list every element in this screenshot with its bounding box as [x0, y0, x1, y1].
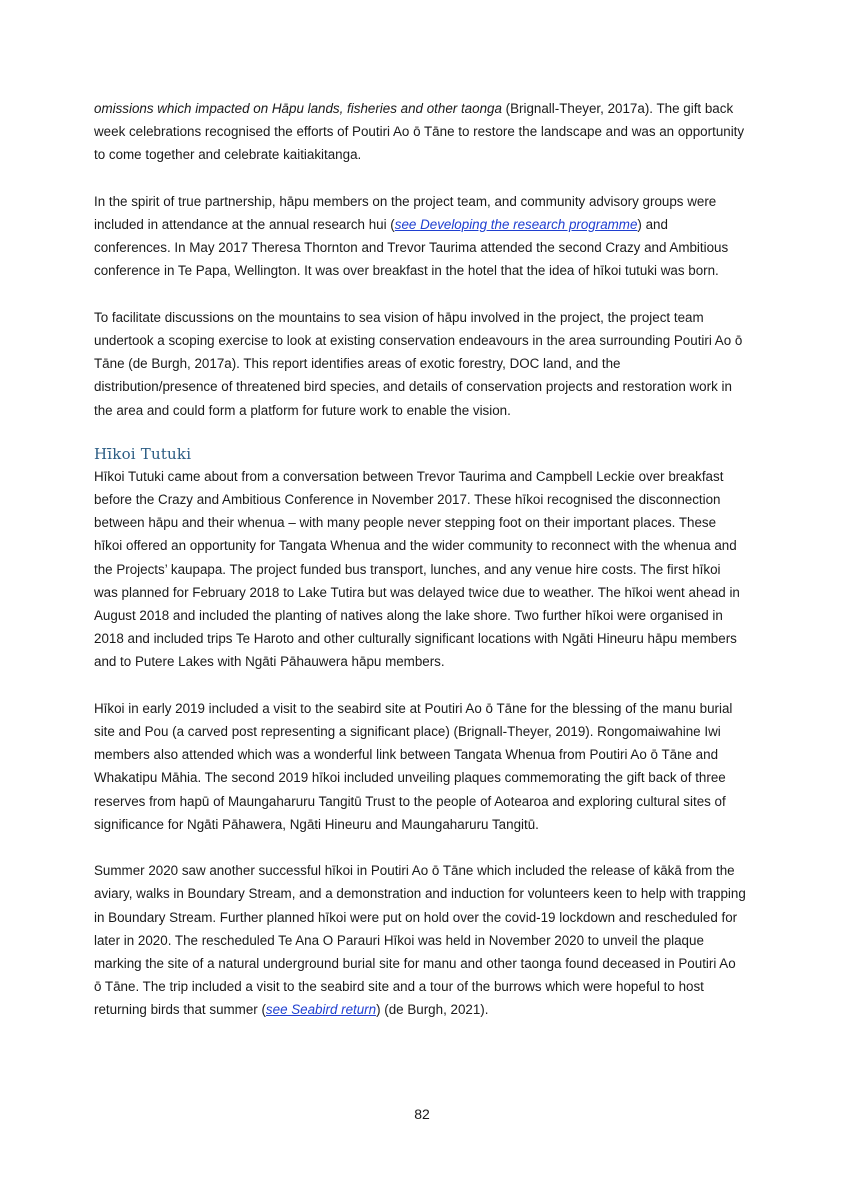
document-body [94, 97, 746, 1022]
page-number: 82 [414, 1106, 430, 1122]
paragraph-hikoi-origin: Hīkoi Tutuki came about from a conversation between Trevor Taurima and Campbell Leckie over breakfast before the Crazy and Ambitious Conference in November 2017. These hīkoi recognised the disconnection between hāpu and their whenua – with many people never stepping foot on their important places. These hīkoi offered an opportunity for Tangata Whenua and the wider community to reconnect with the whenua and the Projects’ kaupapa. The project funded bus transport, lunches, and any venue hire costs. The first hīkoi was planned for February 2018 to Lake Tutira but was delayed twice due to weather. The hīkoi went ahead in August 2018 and included the planting of natives along the lake shore. Two further hīkoi were organised in 2018 and included trips Te Haroto and other culturally significant locations with Ngāti Hineuru hāpu members and to Putere Lakes with Ngāti Pāhauwera hāpu members. [94, 468, 740, 670]
paragraph-text: ) (de Burgh, 2021). [376, 1002, 489, 1018]
italic-lead-text: omissions which impacted on Hāpu lands, fisheries and other taonga [94, 101, 502, 116]
paragraph-text: In the spirit of true partnership, hāpu members on the project team, and community advisory groups were included in attendance at the annual research hui ( [94, 193, 717, 232]
paragraph-partnership [94, 190, 746, 283]
paragraph-text: (Brignall-Theyer, 2017a). The gift back week celebrations recognised the efforts of Poutiri Ao ō Tāne to restore the landscape and was an opportunity to come together and celebrate kaitiakitanga. [94, 101, 745, 163]
paragraph-scoping: To facilitate discussions on the mountains to sea vision of hāpu involved in the project, the project team undertook a scoping exercise to look at existing conservation endeavours in the area surrounding Poutiri Ao ō Tāne (de Burgh, 2017a). This report identifies areas of exotic forestry, DOC land, and the distribution/presence of threatened bird species, and details of conservation projects and restoration work in the area and could form a platform for future work to enable the vision. [94, 309, 743, 418]
paragraph-text: ) and conferences. In May 2017 Theresa Thornton and Trevor Taurima attended the second Crazy and Ambitious conference in Te Papa, Wellington. It was over breakfast in the hotel that the idea of hīkoi tutuki was born. [94, 217, 729, 279]
link-seabird-return[interactable]: see Seabird return [265, 1002, 377, 1018]
link-developing-research-programme[interactable]: see Developing the research programme [394, 217, 638, 232]
paragraph-gift-back [94, 97, 746, 167]
paragraph-text: Summer 2020 saw another successful hīkoi in Poutiri Ao ō Tāne which included the release of kākā from the aviary, walks in Boundary Stream, and a demonstration and induction for volunteers keen to help with trapping in Boundary Stream. Further planned hīkoi were put on hold over the covid-19 lockdown and rescheduled for later in 2020. The rescheduled Te Ana O Parauri Hīkoi was held in November 2020 to unveil the plaque marking the site of a natural underground burial site for manu and other taonga found deceased in Poutiri Ao ō Tāne. The trip included a visit to the seabird site and a tour of the burrows which were hopeful to host returning birds that summer ( [94, 863, 746, 1018]
paragraph-hikoi-2019: Hīkoi in early 2019 included a visit to the seabird site at Poutiri Ao ō Tāne for the blessing of the manu burial site and Pou (a carved post representing a significant place) (Brignall-Theyer, 2019). Rongomaiwahine Iwi members also attended which was a wonderful link between Tangata Whenua from Poutiri Ao ō Tāne and Whakatipu Māhia. The second 2019 hīkoi included unveiling plaques commemorating the gift back of three reserves from hapū of Maungaharuru Tangitū Trust to the people of Aotearoa and exploring cultural sites of significance for Ngāti Pāhawera, Ngāti Hineuru and Maungaharuru Tangitū. [94, 700, 733, 832]
section-heading-hikoi-tutuki: Hīkoi Tutuki [94, 444, 192, 463]
paragraph-summer-2020 [94, 859, 746, 1021]
